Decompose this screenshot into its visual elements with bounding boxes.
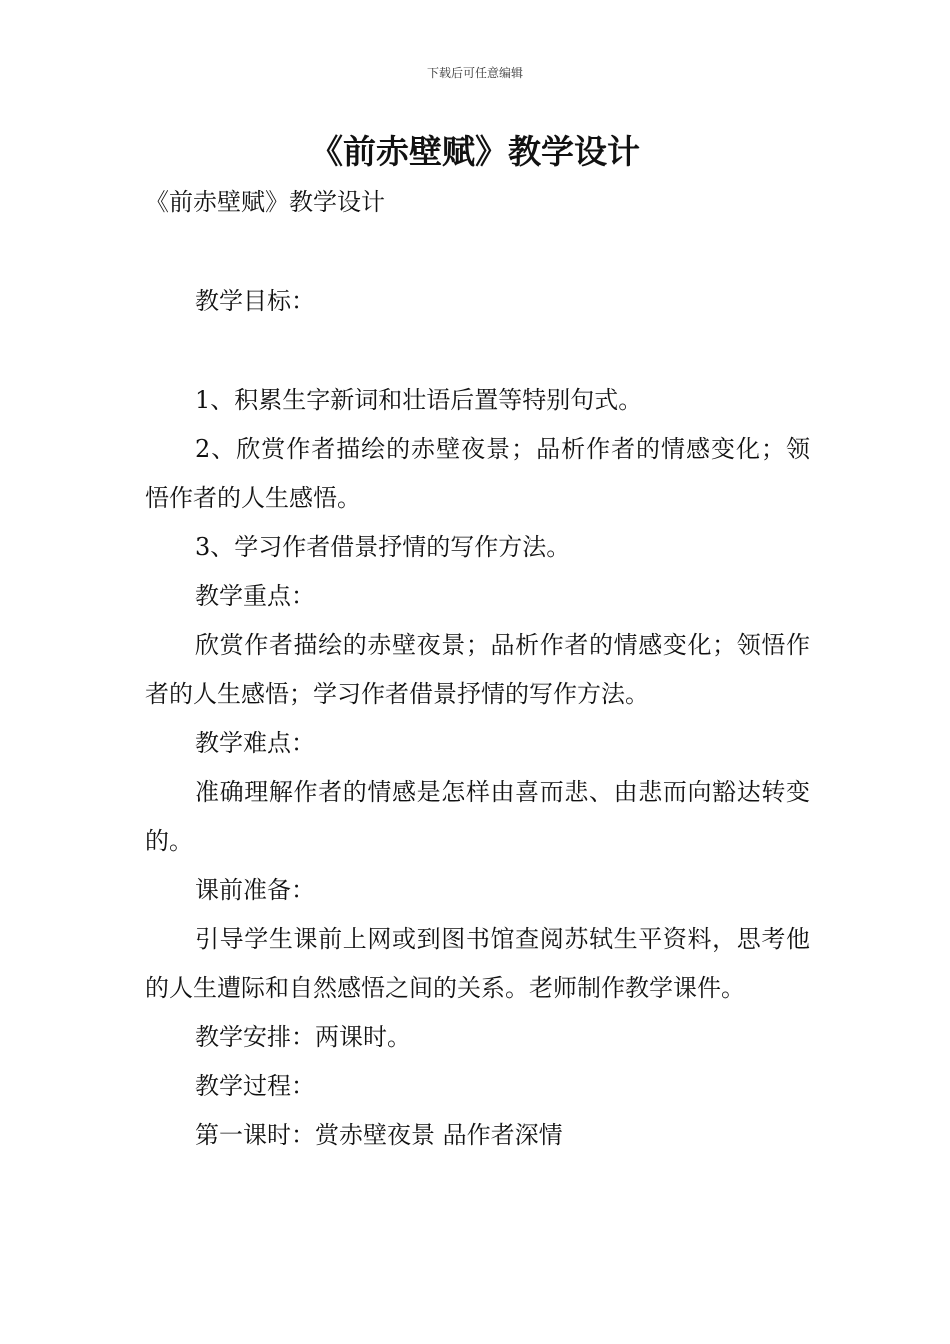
section-heading-process: 教学过程：	[195, 1072, 315, 1100]
first-lesson-heading: 第一课时：赏赤壁夜景 品作者深情	[195, 1121, 563, 1149]
document-subtitle: 《前赤壁赋》教学设计	[145, 188, 385, 216]
section-heading-objectives: 教学目标：	[195, 287, 315, 315]
difficulties-paragraph: 准确理解作者的情感是怎样由喜而悲、由悲而向豁达转变的。	[145, 778, 810, 855]
section-heading-preparation: 课前准备：	[195, 876, 315, 904]
blank-line	[145, 227, 810, 277]
objective-item-2: 2、欣赏作者描绘的赤壁夜景；品析作者的情感变化；领悟作者的人生感悟。	[145, 435, 810, 512]
header-note: 下载后可任意编辑	[426, 66, 523, 80]
section-heading-key-points: 教学重点：	[195, 582, 315, 610]
document-title: 《前赤壁赋》教学设计	[310, 132, 640, 171]
key-points-paragraph: 欣赏作者描绘的赤壁夜景；品析作者的情感变化；领悟作者的人生感悟；学习作者借景抒情的写作方法。	[145, 631, 810, 708]
section-heading-difficulties: 教学难点：	[195, 729, 315, 757]
preparation-paragraph: 引导学生课前上网或到图书馆查阅苏轼生平资料，思考他的人生遭际和自然感悟之间的关系。老师制作教学课件。	[145, 925, 810, 1002]
document-body	[145, 178, 810, 1160]
objective-item-1: 1、积累生字新词和壮语后置等特别句式。	[195, 386, 643, 414]
objective-item-3: 3、学习作者借景抒情的写作方法。	[195, 533, 571, 561]
schedule-line: 教学安排：两课时。	[195, 1023, 411, 1051]
blank-line	[145, 326, 810, 376]
